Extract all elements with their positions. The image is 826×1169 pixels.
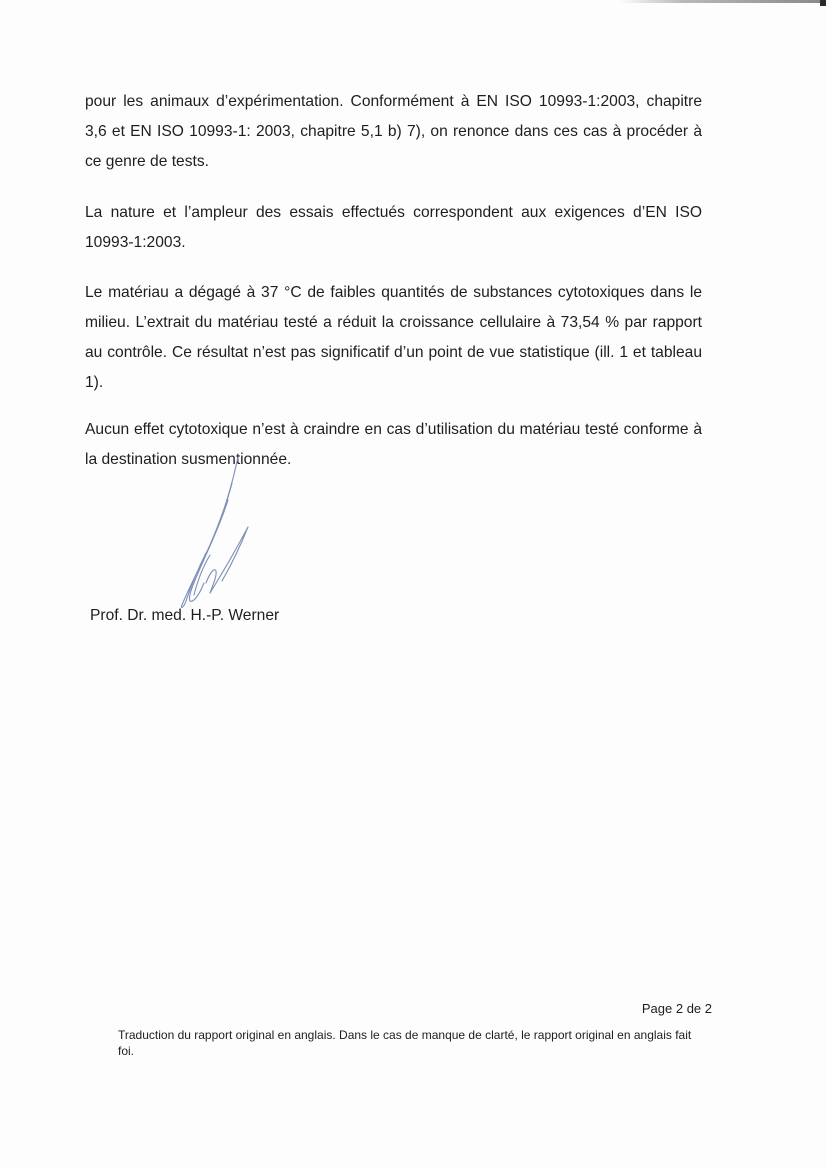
paragraph-exemption: pour les animaux d’expérimentation. Conformément à EN ISO 10993-1:2003, chapitre 3,6 et EN ISO 10993-1: 2003, chapitre 5,1 b) 7), on renonce dans ces cas à procéder à ce genre de tests. [85,93,702,170]
translation-footnote: Traduction du rapport original en anglais. Dans le cas de manque de clarté, le rapport original en anglais fait foi. [118,1028,692,1058]
handwritten-signature [170,455,270,615]
signatory-name: Prof. Dr. med. H.-P. Werner [90,607,280,624]
scan-edge-mark [620,0,826,3]
paragraph-results: Le matériau a dégagé à 37 °C de faibles quantités de substances cytotoxiques dans le milieu. L’extrait du matériau testé a réduit la croissance cellulaire à 73,54 % par rapport au contrôle. Ce résultat n’est pas significatif d’un point de vue statistique (ill. 1 et tableau 1). [85,284,702,391]
scan-corner-mark [820,0,826,6]
page-number: Page 2 de 2 [641,1001,712,1016]
paragraph-scope: La nature et l’ampleur des essais effectués correspondent aux exigences d’EN ISO 10993-1:2003. [85,204,702,251]
paragraph-conclusion: Aucun effet cytotoxique n’est à craindre en cas d’utilisation du matériau testé conforme à la destination susmentionnée. [85,421,702,468]
